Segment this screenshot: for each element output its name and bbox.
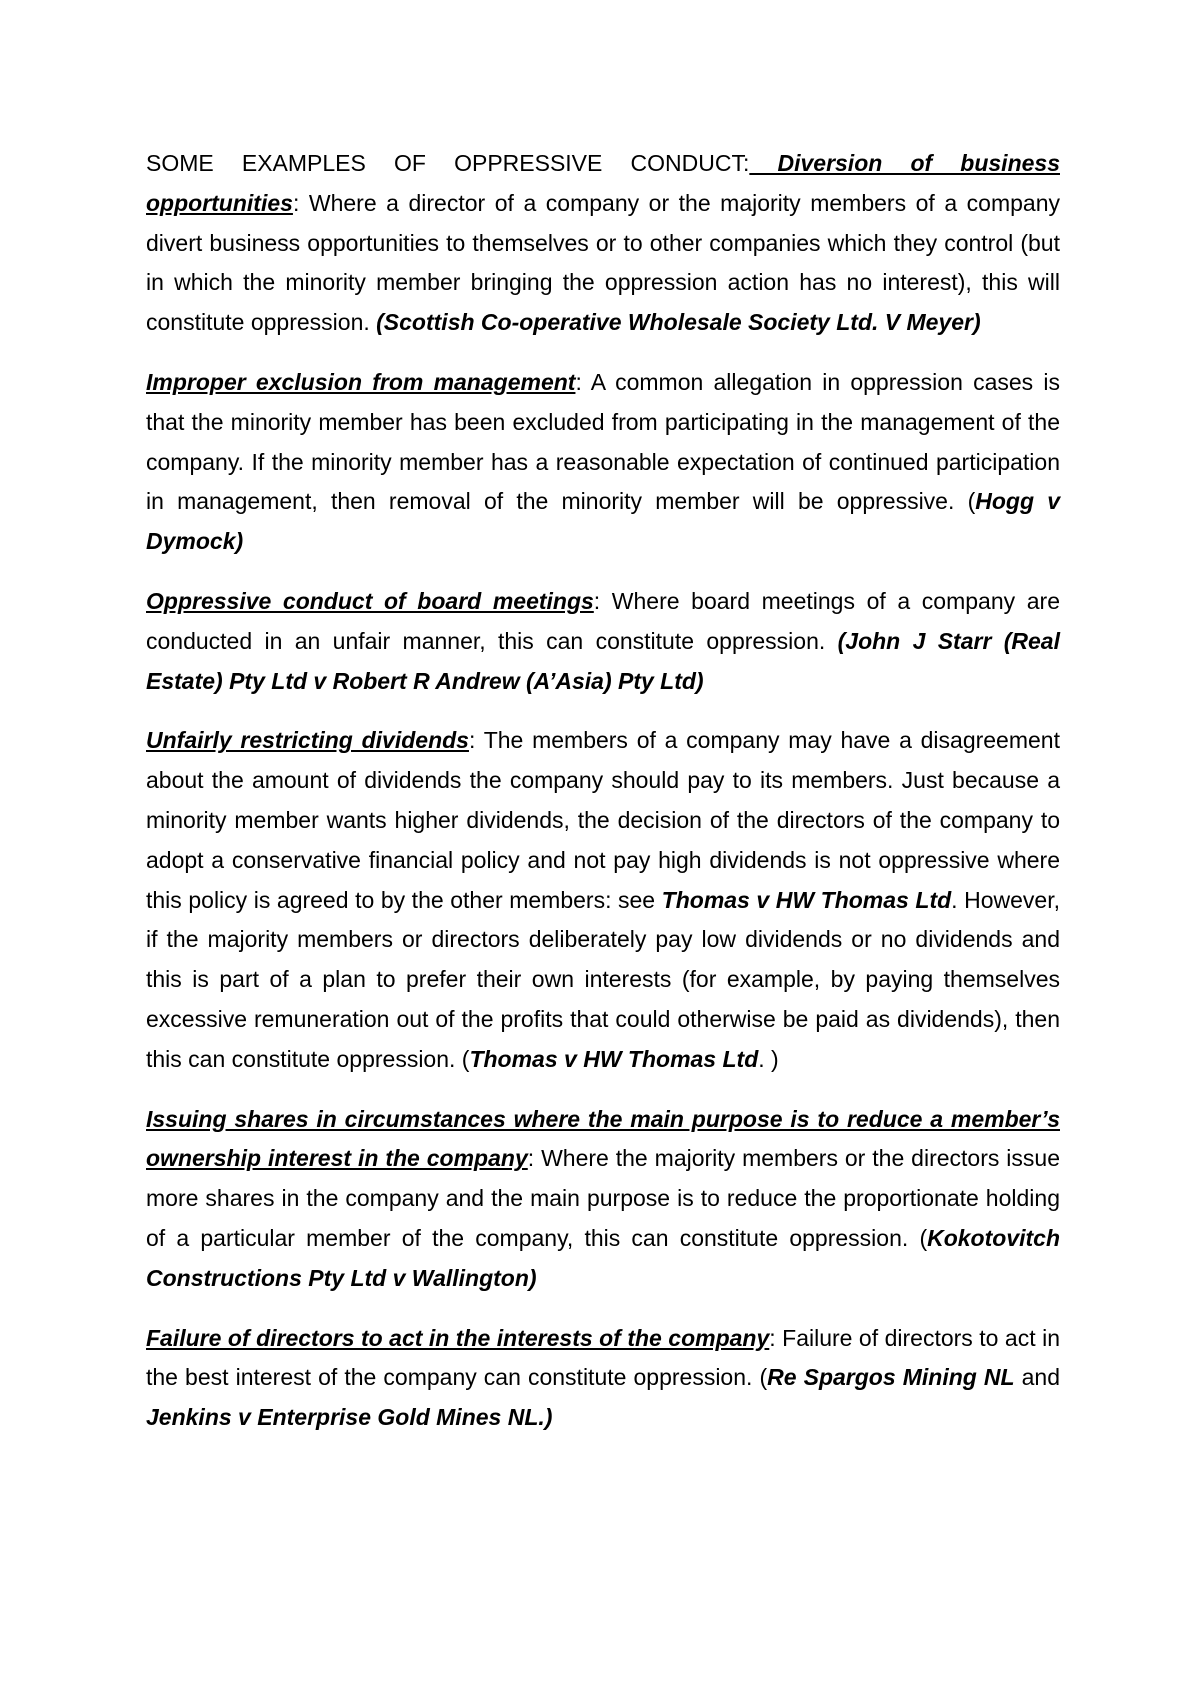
- heading-colon: :: [468, 727, 476, 754]
- body-text: The members of a company may have a disagreement about the amount of dividends the company should pay to its members. Just because a minority member wants higher dividends, the decision of the directors of the company to adopt a conservative financial policy and not pay high dividends is not oppressive where this policy is agreed to by the other members: see: [146, 727, 1060, 913]
- paragraph-issuing-shares: [146, 1100, 1060, 1299]
- heading-colon: :: [769, 1324, 776, 1351]
- case-citation: Hogg v Dymock): [146, 488, 1060, 555]
- case-citation: Thomas v HW Thomas Ltd: [661, 886, 952, 913]
- case-citation: (John J Starr (Real Estate) Pty Ltd v Robert R Andrew (A’Asia) Pty Ltd): [146, 627, 1060, 694]
- intro-title: SOME EXAMPLES OF OPPRESSIVE CONDUCT:: [146, 150, 750, 176]
- case-citation: Jenkins v Enterprise Gold Mines NL.): [146, 1404, 553, 1431]
- heading-colon: :: [292, 189, 300, 216]
- body-text: Where board meetings of a company are conducted in an unfair manner, this can constitute oppression.: [146, 587, 1060, 654]
- body-text: . However, if the majority members or directors deliberately pay low dividends or no dividends and this is part of a plan to prefer their own interests (for example, by paying themselves excessive remuneration out of the profits that could otherwise be paid as dividends), then this can constitute oppression. (: [146, 886, 1061, 1072]
- body-text: Failure of directors to act in the best interest of the company can constitute oppression. (: [146, 1324, 1060, 1391]
- paragraph-directors-failure: [146, 1319, 1060, 1438]
- paragraph-dividends: [146, 721, 1060, 1079]
- case-citation: Re Spargos Mining NL: [767, 1364, 1015, 1391]
- body-text: Where a director of a company or the majority members of a company divert business opportunities to themselves or to other companies which they control (but in which the minority member bringing the oppression action has no interest), this will constitute oppression.: [146, 189, 1060, 336]
- heading-directors-failure: Failure of directors to act in the interests of the company: [146, 1324, 770, 1351]
- case-citation: Thomas v HW Thomas Ltd: [469, 1045, 759, 1072]
- case-citation: (Scottish Co-operative Wholesale Society Ltd. V Meyer): [376, 309, 981, 336]
- heading-issuing-shares: Issuing shares in circumstances where the main purpose is to reduce a member’s ownership interest in the company: [146, 1105, 1060, 1172]
- heading-exclusion: Improper exclusion from management: [146, 368, 576, 395]
- paragraph-diversion: [146, 144, 1060, 343]
- heading-colon: :: [593, 587, 601, 614]
- paragraph-exclusion: [146, 363, 1060, 562]
- connector-text: and: [1014, 1364, 1060, 1391]
- case-citation: Kokotovitch Constructions Pty Ltd v Wallington): [146, 1224, 1060, 1291]
- body-text: A common allegation in oppression cases is that the minority member has been excluded from participating in the management of the company. If the minority member has a reasonable expectation of continued participation in management, then removal of the minority member will be oppressive. (: [146, 368, 1061, 515]
- heading-board-meetings: Oppressive conduct of board meetings: [146, 587, 594, 614]
- body-text: . ): [758, 1045, 779, 1072]
- body-text: Where the majority members or the directors issue more shares in the company and the main purpose is to reduce the proportionate holding of a particular member of the company, this can constitute oppression. (: [146, 1145, 1060, 1251]
- heading-dividends: Unfairly restricting dividends: [146, 727, 469, 754]
- heading-colon: :: [527, 1145, 535, 1172]
- heading-colon: :: [575, 368, 582, 395]
- heading-diversion: Diversion of business opportunities: [146, 150, 1060, 216]
- paragraph-board-meetings: [146, 582, 1060, 701]
